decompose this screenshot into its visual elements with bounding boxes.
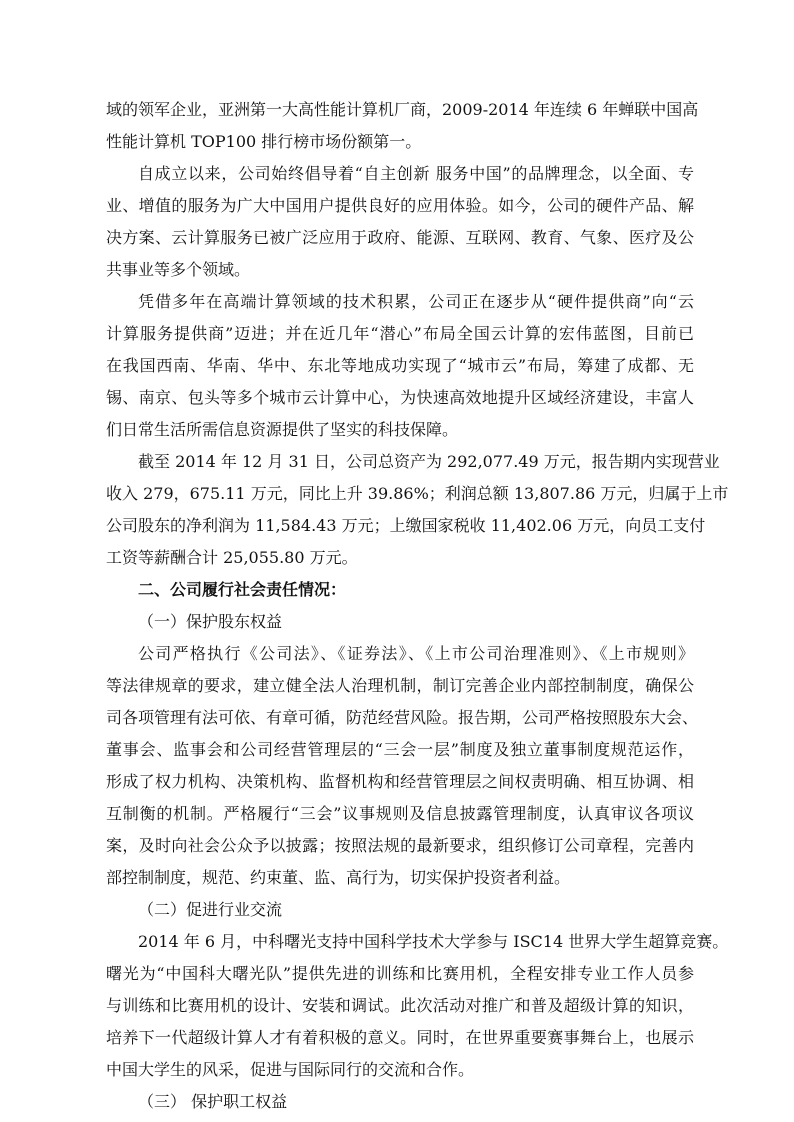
text-line: 域的领军企业，亚洲第一大高性能计算机厂商，2009-2014 年连续 6 年蝉联中国高 (106, 100, 699, 119)
subsection-heading: （二）促进行业交流 (138, 900, 283, 919)
text-line: 2014 年 6 月，中科曙光支持中国科学技术大学参与 ISC14 世界大学生超算竞赛。 (138, 932, 729, 951)
text-line: 凭借多年在高端计算领域的技术积累，公司正在逐步从“硬件提供商”向“云 (138, 292, 694, 311)
text-line: 形成了权力机构、决策机构、监督机构和经营管理层之间权责明确、相互协调、相 (106, 772, 694, 791)
text-line: 工资等薪酬合计 25,055.80 万元。 (106, 548, 358, 567)
text-line: 自成立以来，公司始终倡导着“自主创新 服务中国”的品牌理念，以全面、专 (138, 164, 694, 183)
text-line: 业、增值的服务为广大中国用户提供良好的应用体验。如今，公司的硬件产品、解 (106, 196, 694, 215)
subsection-heading: （一）保护股东权益 (138, 612, 283, 631)
text-line: 公司股东的净利润为 11,584.43 万元；上缴国家税收 11,402.06 万元，向员工支付 (106, 516, 706, 535)
text-line: 案，及时向社会公众予以披露；按照法规的最新要求，组织修订公司章程，完善内 (106, 836, 694, 855)
text-line: 中国大学生的风采，促进与国际同行的交流和合作。 (106, 1060, 475, 1079)
text-line: 在我国西南、华南、华中、东北等地成功实现了“城市云”布局，筹建了成都、无 (106, 356, 694, 375)
section-heading: 二、公司履行社会责任情况： (138, 580, 347, 599)
text-line: 与训练和比赛用机的设计、安装和调试。此次活动对推广和普及超级计算的知识， (106, 996, 694, 1015)
text-line: 截至 2014 年 12 月 31 日，公司总资产为 292,077.49 万元，报告期内实现营业 (138, 452, 720, 471)
text-line: 锡、南京、包头等多个城市云计算中心，为快速高效地提升区域经济建设，丰富人 (106, 388, 694, 407)
text-line: 公司严格执行《公司法》、《证券法》、《上市公司治理准则》、《上市规则》 (138, 644, 694, 663)
document-page (106, 94, 729, 1118)
text-line: 等法律规章的要求，建立健全法人治理机制，制订完善企业内部控制制度，确保公 (106, 676, 694, 695)
text-line: 共事业等多个领域。 (106, 260, 251, 279)
subsection-heading: （三） 保护职工权益 (138, 1092, 288, 1111)
text-line: 董事会、监事会和公司经营管理层的“三会一层”制度及独立董事制度规范运作， (106, 740, 694, 759)
text-line: 收入 279，675.11 万元，同比上升 39.86%；利润总额 13,807.86 万元，归属于上市 (106, 484, 729, 503)
text-line: 性能计算机 TOP100 排行榜市场份额第一。 (106, 132, 422, 151)
text-line: 部控制制度，规范、约束董、监、高行为，切实保护投资者利益。 (106, 868, 571, 887)
text-line: 们日常生活所需信息资源提供了坚实的科技保障。 (106, 420, 459, 439)
text-line: 曙光为“中国科大曙光队”提供先进的训练和比赛用机，全程安排专业工作人员参 (106, 964, 694, 983)
text-line: 决方案、云计算服务已被广泛应用于政府、能源、互联网、教育、气象、医疗及公 (106, 228, 694, 247)
text-line: 培养下一代超级计算人才有着积极的意义。同时，在世界重要赛事舞台上，也展示 (106, 1028, 694, 1047)
text-line: 互制衡的机制。严格履行“三会”议事规则及信息披露管理制度，认真审议各项议 (106, 804, 694, 823)
text-line: 计算服务提供商”迈进；并在近几年“潜心”布局全国云计算的宏伟蓝图，目前已 (106, 324, 694, 343)
text-line: 司各项管理有法可依、有章可循，防范经营风险。报告期，公司严格按照股东大会、 (106, 708, 699, 727)
